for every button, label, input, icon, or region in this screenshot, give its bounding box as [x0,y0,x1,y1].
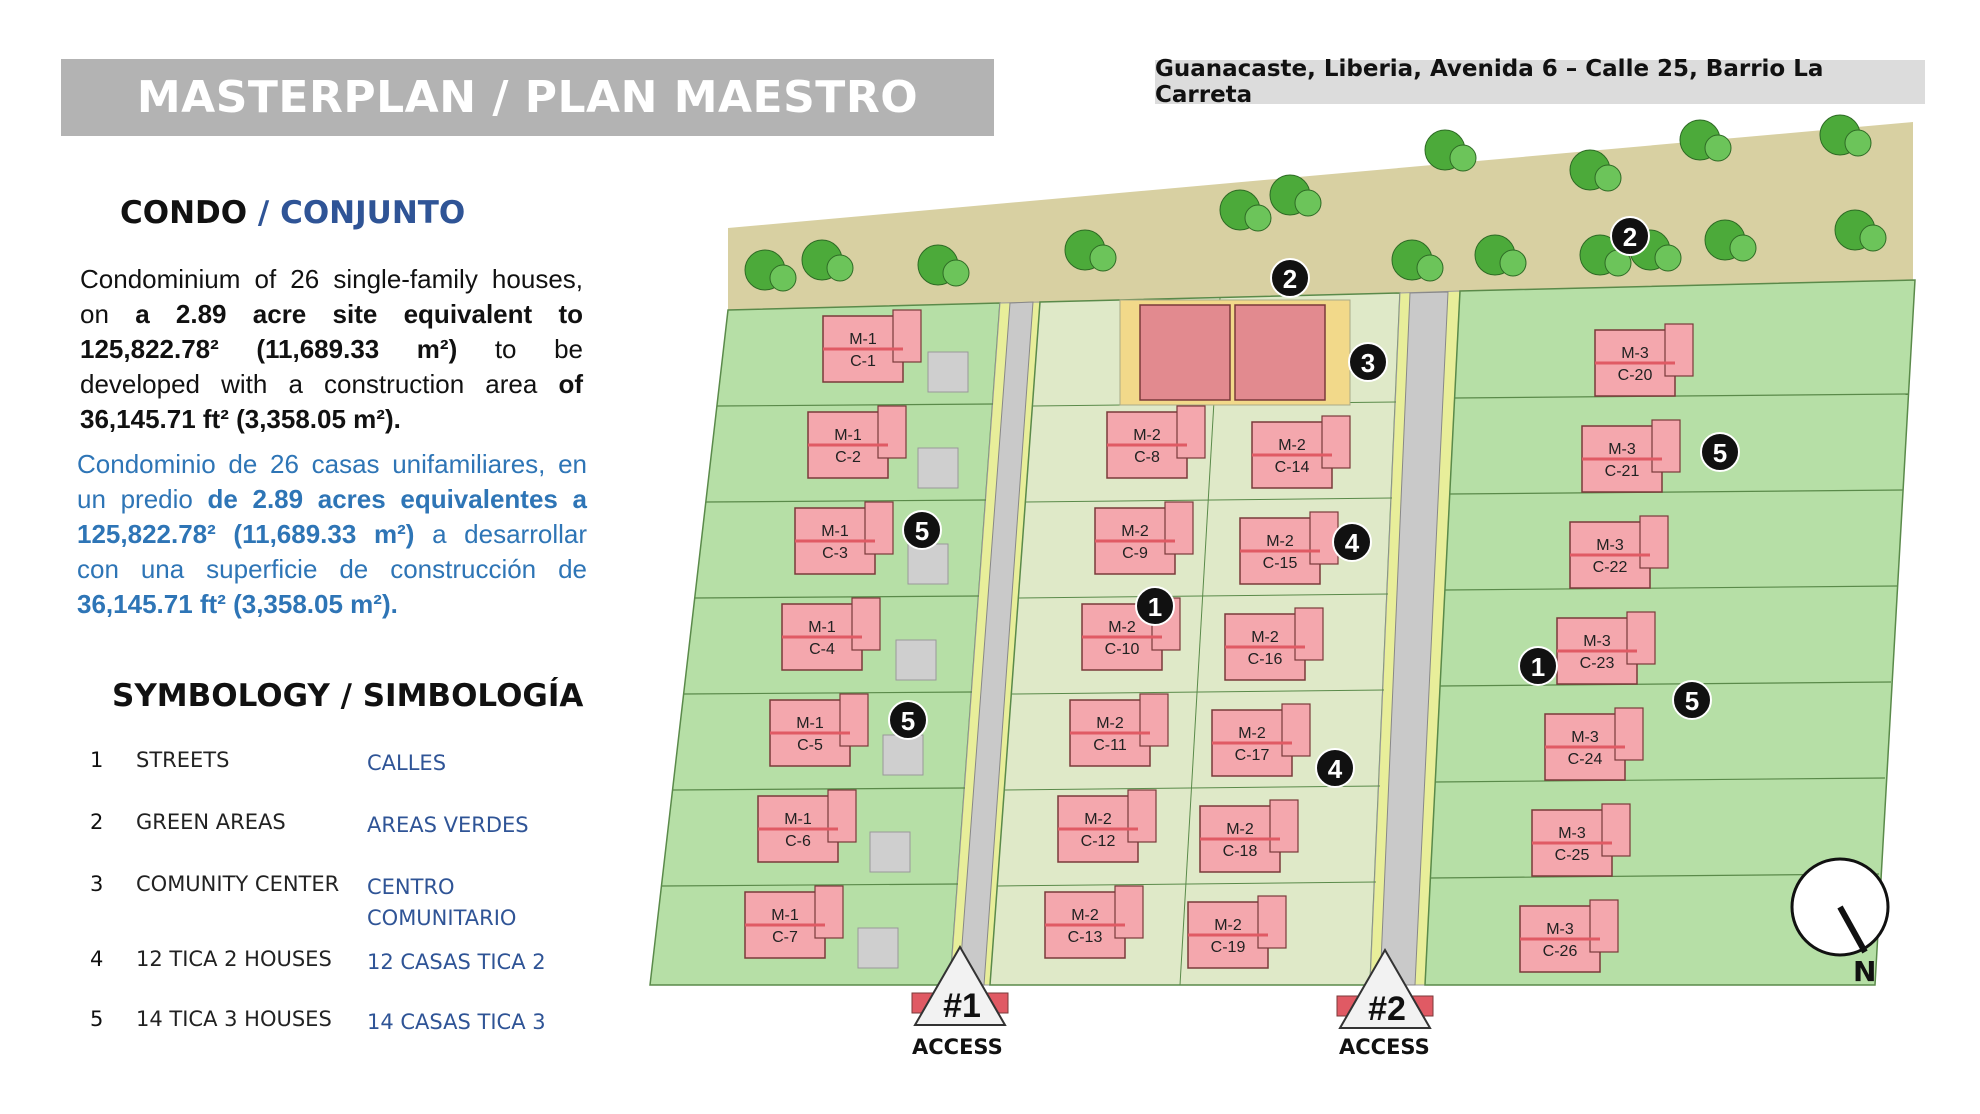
description-en-text-2: to be developed with a construction area [80,334,583,399]
tree-icon [943,260,969,286]
house-model-label: M-2 [1251,629,1279,646]
legend-label-en: COMUNITY CENTER [136,872,340,896]
house-model-label: M-3 [1558,825,1586,842]
legend-label-en: 12 TICA 2 HOUSES [136,947,332,971]
access-number: #1 [943,987,981,1025]
house-model-label: M-2 [1133,427,1161,444]
legend-label-es: CENTRO [367,875,455,899]
house-code-label: C-26 [1542,943,1578,960]
marker-number: 5 [914,516,930,546]
house-model-label: M-2 [1071,907,1099,924]
house-model-label: M-2 [1096,715,1124,732]
symbology-heading: SYMBOLOGY / SIMBOLOGÍA [112,678,584,714]
house-wing [1640,516,1668,568]
page-title: MASTERPLAN / PLAN MAESTRO [136,72,919,123]
garage-pad [908,544,948,584]
description-es-bold-2: 36,145.71 ft² (3,358.05 m²). [77,589,398,619]
access-2-label: ACCESS [1339,1035,1430,1059]
house-code-label: C-6 [785,833,811,850]
house-wing [1128,790,1156,842]
house-code-label: C-22 [1592,559,1628,576]
description-es-text-1: Condominio de 26 casas unifamiliares, en un predio [77,449,587,514]
house-wing [1177,406,1205,458]
house-wing [840,694,868,746]
house-model-label: M-2 [1226,821,1254,838]
tree-icon [770,265,796,291]
house-model-label: M-2 [1238,725,1266,742]
legend-number: 1 [90,748,104,772]
legend-label-en: GREEN AREAS [136,810,286,834]
garage-pad [896,640,936,680]
house-model-label: M-1 [808,619,836,636]
tree-icon [1730,235,1756,261]
legend-label-es: 12 CASAS TICA 2 [367,950,546,974]
location-text: Guanacaste, Liberia, Avenida 6 – Calle 25, Barrio La Carreta [1155,56,1824,108]
description-english [80,262,583,437]
house-model-label: M-1 [834,427,862,444]
condo-heading [120,195,465,231]
house-model-label: M-2 [1214,917,1242,934]
house-code-label: C-14 [1274,459,1310,476]
house-wing [1140,694,1168,746]
description-spanish [77,447,587,622]
house-code-label: C-25 [1554,847,1590,864]
house-code-label: C-20 [1617,367,1653,384]
house-model-label: M-3 [1621,345,1649,362]
house-model-label: M-3 [1596,537,1624,554]
house-code-label: C-7 [772,929,798,946]
house-wing [1322,416,1350,468]
description-en-bold-2: of 36,145.71 ft² (3,358.05 m²). [80,369,583,434]
garage-pad [883,735,923,775]
house-wing [852,598,880,650]
house-code-label: C-12 [1080,833,1116,850]
house-model-label: M-2 [1108,619,1136,636]
house-model-label: M-1 [849,331,877,348]
community-center-building [1235,305,1325,400]
house-model-label: M-3 [1583,633,1611,650]
house-code-label: C-13 [1067,929,1103,946]
legend-label-es: 14 CASAS TICA 3 [367,1010,546,1034]
condo-heading-en: CONDO [120,195,248,231]
plan-layer [650,115,1915,1028]
house-wing [893,310,921,362]
house-wing [1295,608,1323,660]
garage-pad [858,928,898,968]
tree-icon [1450,145,1476,171]
house-code-label: C-9 [1122,545,1148,562]
community-center-building [1140,305,1230,400]
green-area-strip [728,122,1913,310]
house-wing [1615,708,1643,760]
house-code-label: C-2 [835,449,861,466]
house-model-label: M-1 [796,715,824,732]
legend-label-es: CALLES [367,751,447,775]
description-es-bold-1: de 2.89 acres equivalentes a 125,822.78² (11,689.33 m²) [77,484,587,549]
house-model-label: M-1 [784,811,812,828]
house-wing [1665,324,1693,376]
tree-icon [1595,165,1621,191]
description-es-text-2: a desarrollar con una superficie de construcción de [77,519,588,584]
house-wing [828,790,856,842]
garage-pad [918,448,958,488]
tree-icon [1417,255,1443,281]
legend-label-en: STREETS [136,748,230,772]
marker-number: 2 [1622,222,1638,252]
house-wing [865,502,893,554]
house-wing [1115,886,1143,938]
house-code-label: C-5 [797,737,823,754]
house-wing [1652,420,1680,472]
marker-number: 3 [1360,348,1376,378]
access-number: #2 [1368,990,1406,1028]
house-model-label: M-1 [821,523,849,540]
legend-label-es-line-2: COMUNITARIO [367,906,517,930]
legend-number: 2 [90,810,104,834]
site-plan [640,100,1880,1028]
north-label: N [1853,955,1877,988]
legend-label-en: 14 TICA 3 HOUSES [136,1007,332,1031]
marker-number: 5 [1712,438,1728,468]
house-model-label: M-2 [1266,533,1294,550]
legend-number: 4 [90,947,104,971]
marker-number: 1 [1530,652,1546,682]
house-code-label: C-1 [850,353,876,370]
house-wing [1282,704,1310,756]
house-wing [815,886,843,938]
description-en-text-1: Condominium of 26 single-family houses, on [80,264,583,329]
house-wing [1270,800,1298,852]
tree-icon [1245,205,1271,231]
house-code-label: C-18 [1222,843,1258,860]
house-wing [1602,804,1630,856]
house-code-label: C-17 [1234,747,1270,764]
house-model-label: M-1 [771,907,799,924]
legend-number: 3 [90,872,104,896]
tree-icon [1845,130,1871,156]
house-code-label: C-23 [1579,655,1615,672]
tree-icon [827,255,853,281]
marker-number: 4 [1327,754,1343,784]
house-model-label: M-3 [1546,921,1574,938]
access-1-label: ACCESS [912,1035,1003,1059]
house-wing [1627,612,1655,664]
house-model-label: M-2 [1278,437,1306,454]
marker-number: 5 [900,706,916,736]
house-model-label: M-2 [1084,811,1112,828]
house-code-label: C-4 [809,641,835,658]
garage-pad [870,832,910,872]
marker-number: 4 [1344,528,1360,558]
house-wing [878,406,906,458]
house-code-label: C-10 [1104,641,1140,658]
tree-icon [1860,225,1886,251]
house-model-label: M-3 [1608,441,1636,458]
house-code-label: C-3 [822,545,848,562]
location-bar [1155,56,1925,108]
house-code-label: C-15 [1262,555,1298,572]
tree-icon [1500,250,1526,276]
house-code-label: C-24 [1567,751,1603,768]
house-code-label: C-8 [1134,449,1160,466]
garage-pad [928,352,968,392]
house-model-label: M-3 [1571,729,1599,746]
legend-number: 5 [90,1007,104,1031]
house-code-label: C-11 [1093,737,1127,754]
house-wing [1165,502,1193,554]
legend-label-es: AREAS VERDES [367,813,529,837]
tree-icon [1655,245,1681,271]
house-wing [1258,896,1286,948]
tree-icon [1295,190,1321,216]
marker-number: 5 [1684,686,1700,716]
description-en-bold-1: a 2.89 acre site equivalent to 125,822.78² (11,689.33 m²) [80,299,583,364]
house-code-label: C-19 [1210,939,1246,956]
tree-icon [1090,245,1116,271]
house-model-label: M-2 [1121,523,1149,540]
marker-number: 2 [1282,264,1298,294]
condo-heading-separator: / [247,195,281,231]
marker-number: 1 [1147,592,1163,622]
house-code-label: C-16 [1247,651,1283,668]
house-wing [1590,900,1618,952]
house-code-label: C-21 [1604,463,1640,480]
condo-heading-es: CONJUNTO [280,195,466,231]
tree-icon [1705,135,1731,161]
